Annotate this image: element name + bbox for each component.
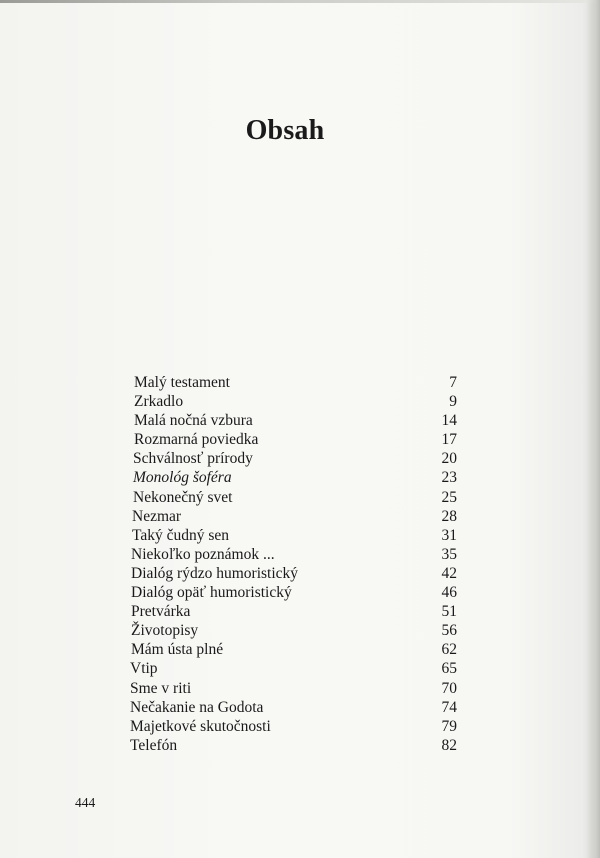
- toc-entry-title: Schválnosť prírody: [133, 450, 253, 468]
- toc-entry: [131, 679, 457, 698]
- toc-entry-title: Nekonečný svet: [133, 488, 233, 506]
- page-binding-shadow: [586, 0, 600, 858]
- toc-entry-title: Telefón: [130, 736, 178, 754]
- toc-entry-page: 9: [449, 393, 457, 411]
- toc-entry: [131, 698, 457, 717]
- page-title: Obsah: [245, 115, 325, 146]
- toc-entry: [131, 564, 457, 583]
- toc-entry-title: Niekoľko poznámok ...: [131, 545, 275, 563]
- toc-entry-title: Majetkové skutočnosti: [130, 717, 271, 735]
- toc-entry: [131, 602, 457, 621]
- toc-entry: [131, 526, 457, 545]
- toc-entry-title: Monológ šoféra: [133, 469, 232, 487]
- toc-entry-title: Malý testament: [134, 374, 230, 391]
- toc-entry-page: 62: [441, 641, 457, 659]
- toc-entry-title: Dialóg opäť humoristický: [131, 584, 292, 602]
- toc-entry-page: 31: [441, 526, 457, 544]
- toc-entry: [131, 659, 457, 678]
- toc-entry: [131, 717, 457, 736]
- toc-entry: [131, 621, 457, 640]
- page-number: 444: [75, 795, 96, 810]
- toc-entry: [131, 488, 457, 507]
- toc-entry: [131, 736, 457, 755]
- toc-entry: [131, 373, 457, 392]
- toc-entry-page: 51: [441, 603, 457, 621]
- toc-entry-title: Sme v riti: [130, 679, 192, 697]
- toc-entry-page: 82: [441, 736, 457, 754]
- toc-entry-title: Taký čudný sen: [132, 526, 230, 544]
- toc-entry-title: Nečakanie na Godota: [130, 698, 264, 716]
- toc-entry-title: Rozmarná poviedka: [134, 431, 259, 449]
- toc-entry-title: Pretvárka: [131, 603, 191, 621]
- toc-entry-title: Vtip: [130, 660, 158, 678]
- toc-entry-page: 20: [441, 450, 457, 468]
- toc-entry-page: 17: [441, 431, 457, 449]
- toc-entry-page: 35: [441, 545, 457, 563]
- toc-entry: [131, 640, 457, 659]
- toc-entry-title: Mám ústa plné: [131, 641, 224, 659]
- toc-entry-title: Malá nočná vzbura: [134, 412, 253, 430]
- toc-entry: [131, 545, 457, 564]
- toc-entry-title: Nezmar: [132, 507, 182, 525]
- toc-entry-page: 23: [441, 469, 457, 487]
- toc-entry: [131, 507, 457, 526]
- toc-entry-page: 42: [441, 564, 457, 582]
- toc-entry-title: Zrkadlo: [134, 393, 184, 411]
- toc-entry-page: 56: [441, 622, 457, 640]
- toc-entry: [131, 449, 457, 468]
- toc-entry-page: 79: [441, 717, 457, 735]
- toc-entry-title: Životopisy: [131, 622, 199, 640]
- page-top-edge: [0, 0, 600, 3]
- toc-entry-title: Dialóg rýdzo humoristický: [131, 564, 299, 582]
- toc-entry-page: 46: [441, 584, 457, 602]
- toc-entry: [131, 468, 457, 487]
- toc-entry-page: 65: [441, 660, 457, 678]
- toc-entry-page: 14: [441, 412, 457, 430]
- toc-entry-page: 70: [441, 679, 457, 697]
- toc-entry-page: 25: [441, 488, 457, 506]
- toc-entry: [131, 583, 457, 602]
- toc-entry-page: 74: [441, 698, 457, 716]
- toc-entry: [131, 392, 457, 411]
- toc-entry: [131, 430, 457, 449]
- table-of-contents: [131, 373, 457, 755]
- toc-entry: [131, 411, 457, 430]
- toc-entry-page: 7: [449, 374, 457, 391]
- toc-entry-page: 28: [441, 507, 457, 525]
